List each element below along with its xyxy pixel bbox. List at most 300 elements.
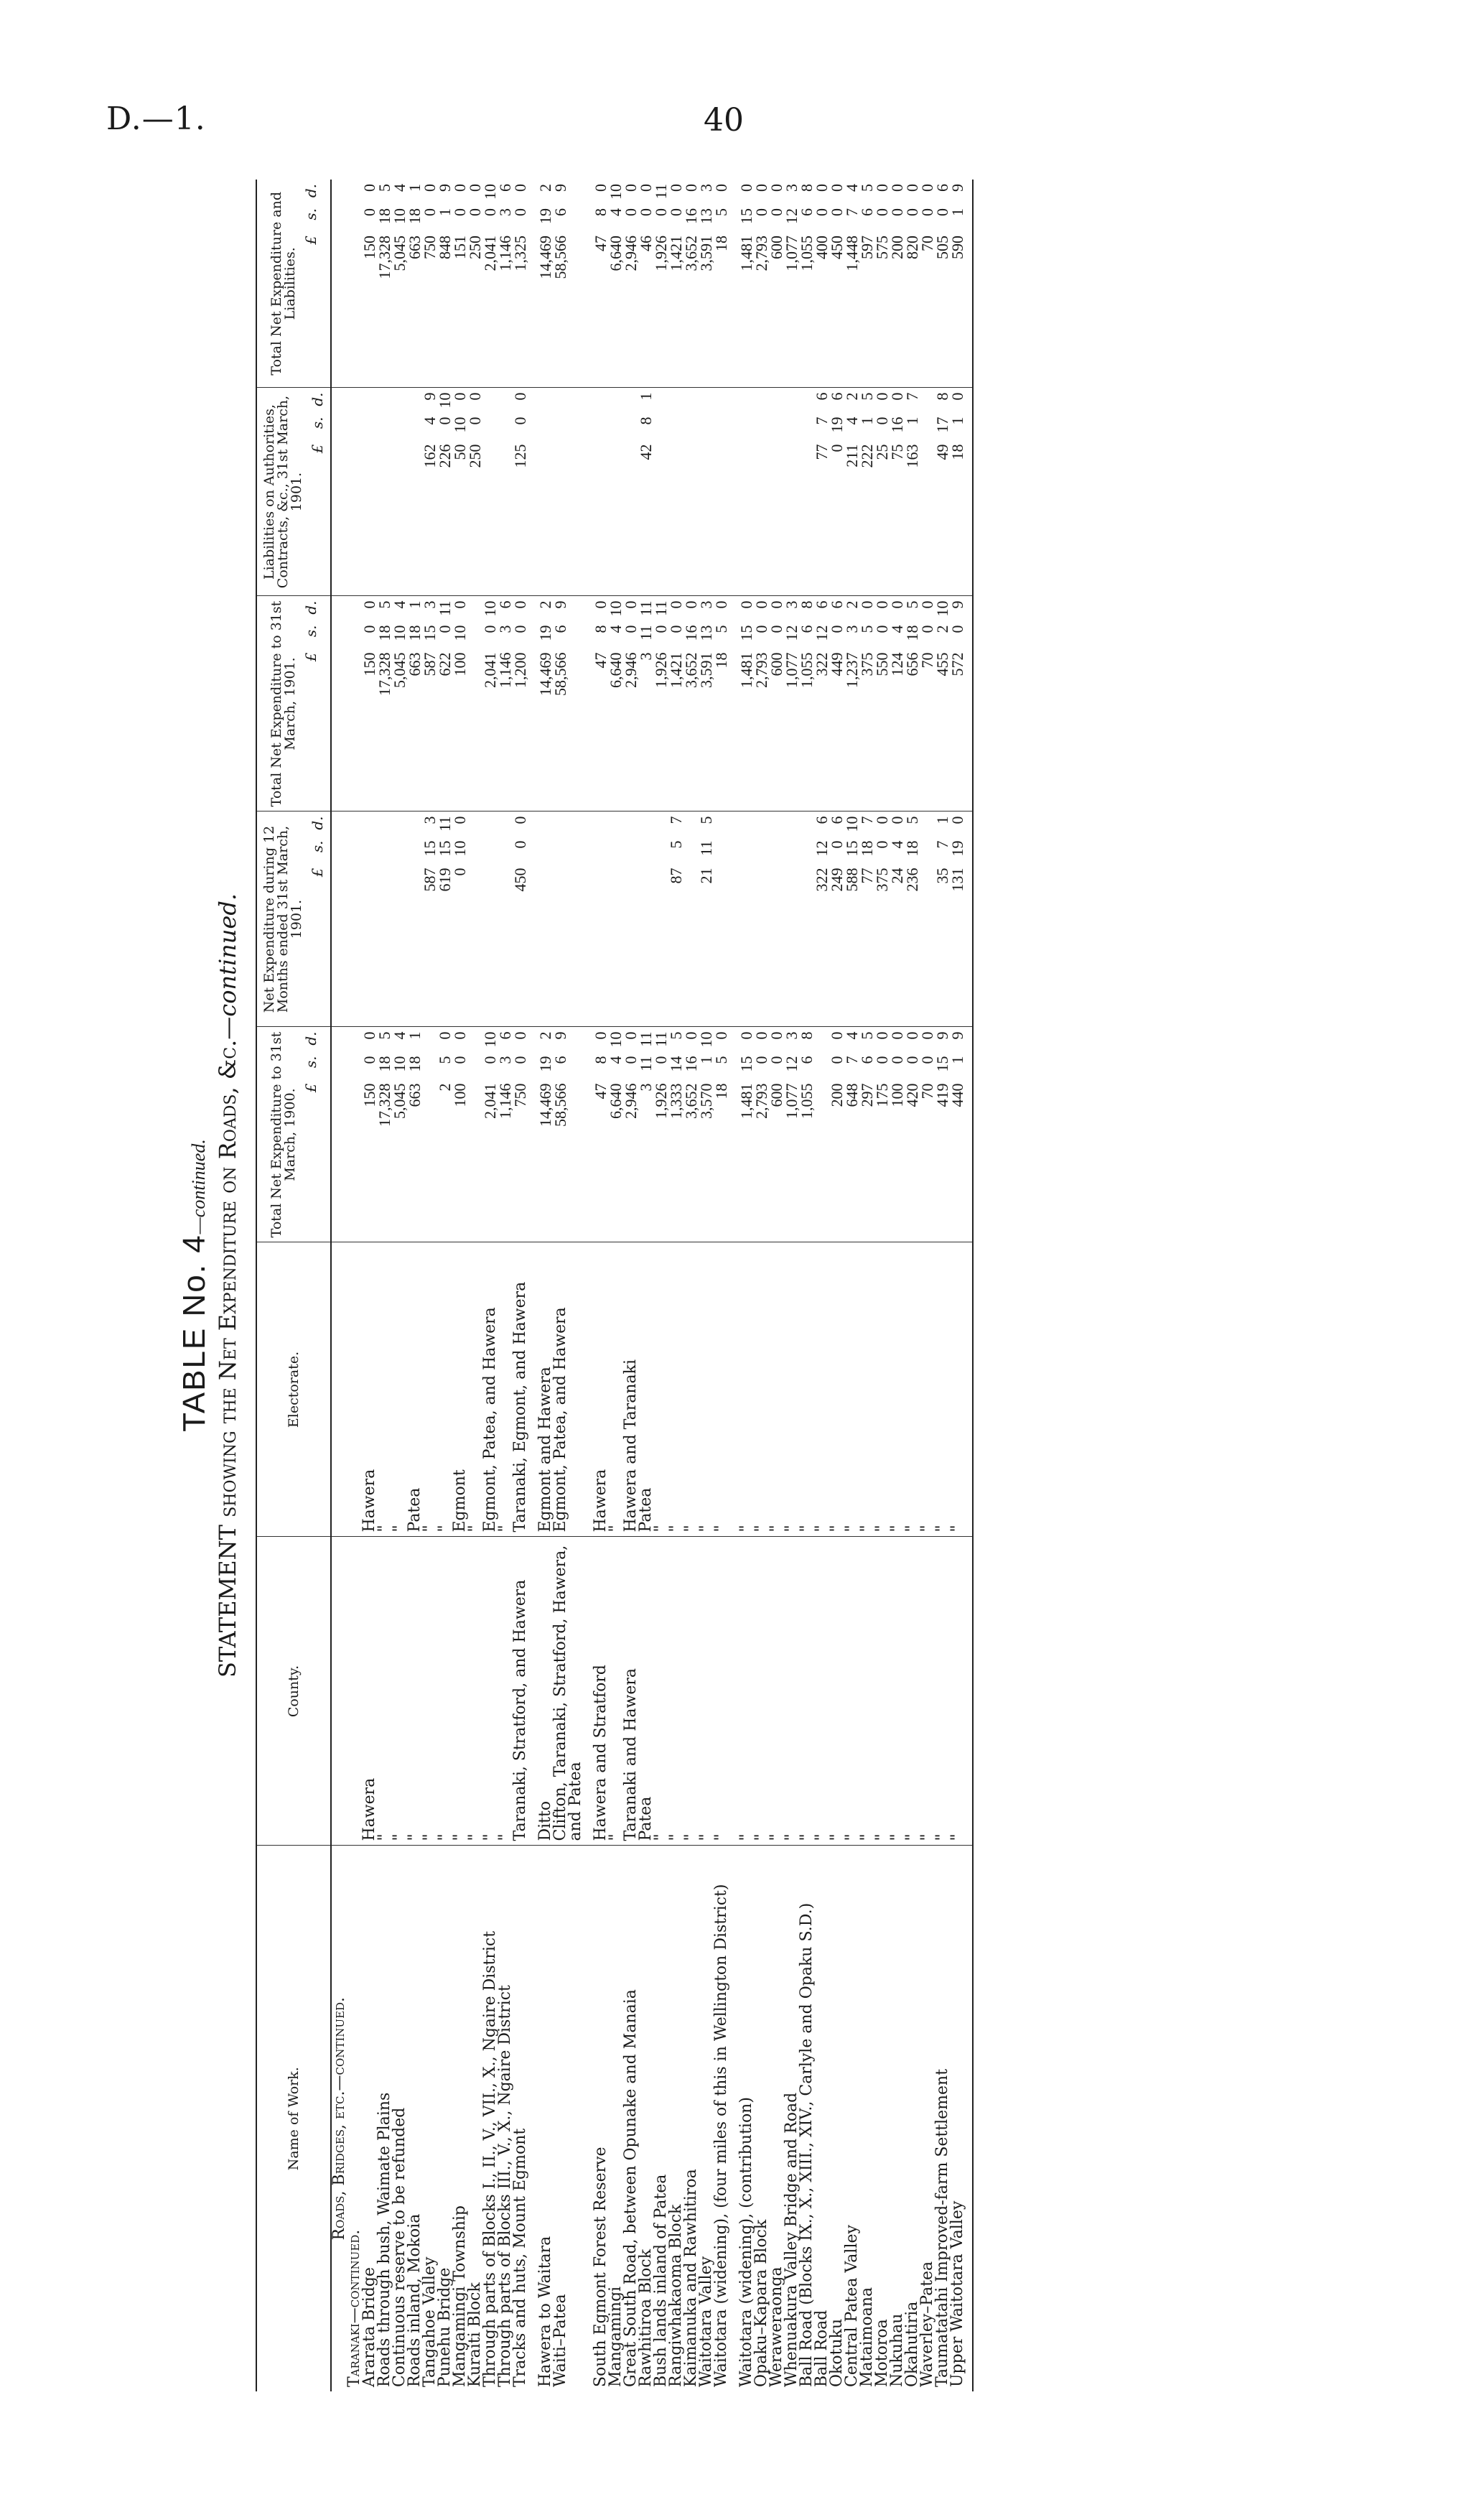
county-cell: " (799, 1537, 814, 1846)
pounds-value: 18 (712, 1083, 730, 1099)
shillings-value: 11 (637, 1056, 655, 1071)
pounds-value: 151 (451, 236, 469, 259)
pounds-value: 3,652 (682, 652, 700, 688)
pence-value: 0 (873, 816, 891, 824)
table-row (608, 180, 623, 2391)
pounds-value: 600 (767, 236, 785, 259)
work-name: Ararata Bridge (360, 2266, 378, 2387)
pounds-value: 656 (903, 652, 921, 676)
pence-value: 9 (551, 1031, 569, 1040)
shillings-value: 0 (667, 208, 685, 216)
pounds-value: 600 (767, 1083, 785, 1107)
shillings-value: 8 (637, 417, 655, 425)
table-row (668, 180, 683, 2391)
electorate-cell: " (905, 1242, 920, 1537)
amount-cell (538, 388, 553, 596)
pounds-value: 2,793 (752, 1083, 770, 1119)
amount-cell (593, 596, 608, 811)
county-cell: " (683, 1537, 699, 1846)
amount-cell (467, 388, 482, 596)
table-row (699, 180, 714, 2391)
amount-cell (874, 811, 890, 1027)
amount-cell (935, 180, 950, 388)
pounds-value: 131 (948, 868, 966, 892)
shillings-value: 0 (828, 840, 846, 849)
pence-value: 0 (858, 600, 876, 609)
pence-value: 0 (451, 184, 469, 192)
pounds-value: 49 (933, 444, 951, 460)
pounds-value: 47 (592, 236, 610, 251)
pounds-value: 590 (948, 236, 966, 259)
shillings-value: 5 (436, 1056, 454, 1064)
amount-cell (422, 388, 437, 596)
amount-cell (452, 388, 467, 596)
amount-cell (859, 180, 874, 388)
electorate-cell: " (422, 1242, 437, 1537)
amount-cell (799, 180, 814, 388)
amount-cell (513, 388, 528, 596)
work-name: Okahutiria (903, 2301, 921, 2387)
amount-cell (362, 811, 377, 1027)
pounds-value: 5,045 (391, 652, 409, 688)
shillings-value: 16 (682, 208, 700, 224)
pounds-value: 1,077 (783, 1083, 801, 1119)
amount-cell (638, 811, 653, 1027)
shillings-value: 10 (391, 1056, 409, 1072)
table-number-suffix: —continued. (188, 1139, 209, 1234)
work-name: Roads through bush, Waimate Plains (375, 2092, 393, 2387)
amount-cell (739, 596, 754, 811)
electorate-cell: Hawera (362, 1242, 377, 1537)
expenditure-table (256, 180, 974, 2391)
shillings-value: 0 (667, 625, 685, 633)
pounds-value: 455 (933, 652, 951, 676)
pence-value: 5 (375, 1031, 393, 1040)
electorate-cell: " (668, 1242, 683, 1537)
pence-value: 0 (622, 184, 640, 192)
pounds-value: 1,926 (652, 1083, 670, 1119)
shillings-value: 3 (496, 625, 514, 633)
amount-cell (553, 180, 583, 388)
shillings-value: 16 (682, 625, 700, 641)
pence-value: 0 (873, 184, 891, 192)
shillings-value: 1 (858, 417, 876, 425)
shillings-value: 6 (551, 208, 569, 216)
amount-cell (407, 180, 422, 388)
work-name: Whenuakura Valley Bridge and Road (783, 2092, 801, 2387)
amount-cell (608, 1027, 623, 1242)
pounds-value: 3,652 (682, 1083, 700, 1119)
shillings-value: 10 (391, 625, 409, 641)
county-cell: " (769, 1537, 784, 1846)
shillings-value: 0 (637, 208, 655, 216)
pence-value: 2 (536, 184, 554, 192)
work-name: Upper Waitotara Valley (950, 1846, 973, 2391)
pounds-value: 750 (511, 1083, 529, 1107)
shillings-value: 8 (592, 625, 610, 633)
table-header-row (256, 180, 331, 2391)
shillings-value: 10 (451, 625, 469, 641)
pounds-value: 1,055 (798, 1083, 816, 1119)
pounds-value: 1,481 (737, 652, 755, 688)
table-row (683, 180, 699, 2391)
shillings-value: 12 (783, 208, 801, 224)
pence-value: 5 (375, 600, 393, 609)
pence-value: 4 (391, 600, 409, 609)
amount-cell (714, 180, 729, 388)
shillings-value: 18 (903, 840, 921, 857)
amount-cell (814, 811, 829, 1027)
amount-cell (498, 388, 513, 596)
col-header-exp1901: Total Net Expenditure to 31st March, 1901. £ s. d. (256, 596, 331, 811)
pounds-value: 1,325 (511, 236, 529, 271)
pence-value: 0 (888, 816, 906, 824)
amount-cell (422, 180, 437, 388)
electorate-cell: " (920, 1242, 935, 1537)
amount-cell (784, 1027, 799, 1242)
shillings-value: 16 (888, 417, 906, 433)
amount-cell (844, 1027, 859, 1242)
pence-value: 0 (752, 184, 770, 192)
spacer-cell (583, 811, 593, 1027)
pence-value: 6 (496, 600, 514, 609)
pounds-value: 236 (903, 868, 921, 892)
amount-cell (623, 1027, 638, 1242)
electorate-cell: Patea (407, 1242, 422, 1537)
amount-cell (769, 596, 784, 811)
amount-cell (422, 811, 437, 1027)
shillings-value: 0 (481, 625, 499, 633)
pounds-value: 2,946 (622, 1083, 640, 1119)
county-cell: " (498, 1537, 513, 1846)
shillings-value: 15 (436, 840, 454, 857)
shillings-value: 1 (697, 1056, 715, 1064)
shillings-value: 6 (798, 625, 816, 633)
shillings-value: 6 (798, 1056, 816, 1064)
amount-cell (498, 1027, 513, 1242)
pounds-value: 18 (712, 652, 730, 669)
pounds-value: 1,077 (783, 236, 801, 271)
pounds-value: 420 (903, 1083, 921, 1107)
pence-value: 3 (783, 600, 801, 609)
table-row (653, 180, 668, 2391)
pounds-value: 150 (360, 652, 378, 676)
electorate-cell: " (739, 1242, 754, 1537)
shillings-value: 5 (712, 625, 730, 633)
pence-value: 1 (406, 1031, 424, 1040)
pence-value: 10 (843, 816, 861, 832)
shillings-value: 1 (948, 417, 966, 425)
pounds-value: 0 (451, 868, 469, 876)
pence-value: 0 (511, 600, 529, 609)
section-row (331, 180, 347, 2391)
pence-value: 11 (652, 600, 670, 616)
spacer-row (528, 180, 538, 2391)
electorate-cell: " (950, 1242, 973, 1537)
amount-cell (668, 1027, 683, 1242)
pounds-value: 619 (436, 868, 454, 892)
amount-cell (407, 388, 422, 596)
shillings-value: 10 (451, 417, 469, 433)
pence-value: 6 (496, 184, 514, 192)
county-cell: " (874, 1537, 890, 1846)
pence-value: 0 (451, 816, 469, 824)
pounds-value: 820 (903, 236, 921, 259)
shillings-value: 0 (767, 208, 785, 216)
amount-cell (467, 1027, 482, 1242)
table-row (920, 180, 935, 2391)
pounds-value: 1,481 (737, 236, 755, 271)
shillings-value: 0 (652, 1056, 670, 1064)
pounds-value: 3 (637, 652, 655, 661)
table-row (452, 180, 467, 2391)
shillings-value: 15 (843, 840, 861, 857)
work-name: Nukuhau (888, 2313, 906, 2387)
statement-label: STATEMENT showing the Net Expenditure on Roads, &c. (214, 1039, 241, 1678)
table-row (407, 180, 422, 2391)
pounds-value: 222 (858, 444, 876, 468)
pence-value: 11 (637, 1031, 655, 1047)
amount-cell (452, 180, 467, 388)
amount-cell (844, 811, 859, 1027)
amount-cell (668, 596, 683, 811)
shillings-value: 3 (843, 625, 861, 633)
county-cell: " (739, 1537, 754, 1846)
pence-value: 10 (933, 600, 951, 617)
electorate-cell: " (784, 1242, 799, 1537)
electorate-cell: " (653, 1242, 668, 1537)
amount-cell (377, 811, 392, 1027)
table-row (498, 180, 513, 2391)
amount-cell (754, 388, 769, 596)
shillings-value: 0 (918, 625, 936, 633)
work-name: Waitotara (widening), (four miles of this in Wellington District) (712, 1884, 730, 2387)
amount-cell (482, 180, 498, 388)
pounds-value: 46 (637, 236, 655, 251)
pence-value: 5 (667, 1031, 685, 1040)
shillings-value: 5 (858, 625, 876, 633)
electorate-cell: " (844, 1242, 859, 1537)
county-cell: " (714, 1537, 729, 1846)
table-row (392, 180, 407, 2391)
county-cell: " (422, 1537, 437, 1846)
shillings-value: 1 (436, 208, 454, 216)
pence-value: 0 (888, 1031, 906, 1040)
amount-cell (739, 180, 754, 388)
shillings-value: 0 (511, 625, 529, 633)
pence-value: 7 (903, 392, 921, 401)
pounds-value: 100 (451, 1083, 469, 1107)
pounds-value: 3,591 (697, 236, 715, 271)
table-row (593, 180, 608, 2391)
pence-value: 0 (466, 392, 484, 401)
shillings-value: 7 (843, 1056, 861, 1064)
shillings-value: 8 (592, 208, 610, 216)
amount-cell (437, 596, 452, 811)
shillings-value: 4 (888, 840, 906, 849)
pounds-value: 1,146 (496, 1083, 514, 1119)
electorate-cell: " (935, 1242, 950, 1537)
pence-value: 11 (652, 184, 670, 200)
pence-value: 9 (551, 184, 569, 192)
amount-cell (638, 388, 653, 596)
pence-value: 0 (682, 184, 700, 192)
amount-cell (920, 811, 935, 1027)
unit-header: £ s. d. (309, 392, 326, 454)
amount-cell (714, 596, 729, 811)
pounds-value: 163 (903, 444, 921, 468)
table-row (784, 180, 799, 2391)
table-row (739, 180, 754, 2391)
pence-value: 9 (551, 600, 569, 609)
pounds-value: 648 (843, 1083, 861, 1107)
amount-cell (890, 388, 905, 596)
table-row (467, 180, 482, 2391)
table-row (638, 180, 653, 2391)
pounds-value: 419 (933, 1083, 951, 1107)
amount-cell (608, 811, 623, 1027)
pounds-value: 3 (637, 1083, 655, 1092)
subsection-row (347, 180, 362, 2391)
shillings-value: 6 (551, 625, 569, 633)
work-name: Roads inland, Mokoia (406, 2213, 424, 2387)
amount-cell (392, 388, 407, 596)
unit-header: £ s. d. (302, 600, 319, 662)
electorate-cell: " (829, 1242, 844, 1537)
amount-cell (452, 811, 467, 1027)
amount-cell (498, 596, 513, 811)
table-row (623, 180, 638, 2391)
shillings-value: 5 (712, 1056, 730, 1064)
pounds-value: 70 (918, 236, 936, 251)
work-name: Kaimanuka and Rawhitiroa (682, 2169, 700, 2387)
pounds-value: 375 (858, 652, 876, 676)
pounds-value: 450 (828, 236, 846, 259)
pence-value: 6 (813, 392, 831, 401)
electorate-cell: " (769, 1242, 784, 1537)
amount-cell (890, 180, 905, 388)
amount-cell (623, 811, 638, 1027)
electorate-cell: Egmont, Patea, and Hawera (482, 1242, 498, 1537)
amount-cell (638, 1027, 653, 1242)
pence-value: 0 (918, 184, 936, 192)
amount-cell (653, 1027, 668, 1242)
shillings-value: 0 (481, 208, 499, 216)
page-reference: D.—1. (106, 101, 206, 137)
pence-value: 0 (828, 184, 846, 192)
pounds-value: 47 (592, 652, 610, 669)
shillings-value: 19 (536, 1056, 554, 1072)
col-header-exp1900: Total Net Expenditure to 31st March, 1900. £ s. d. (256, 1027, 331, 1242)
amount-cell (874, 180, 890, 388)
pence-value: 11 (436, 816, 454, 832)
table-row (362, 180, 377, 2391)
shillings-value: 18 (375, 625, 393, 641)
shillings-value: 0 (652, 208, 670, 216)
pence-value: 11 (652, 1031, 670, 1047)
pounds-value: 100 (451, 652, 469, 676)
amount-cell (437, 1027, 452, 1242)
spacer-cell (528, 1537, 538, 1846)
pounds-value: 1,077 (783, 652, 801, 688)
shillings-value: 16 (682, 1056, 700, 1072)
pounds-value: 2,793 (752, 236, 770, 271)
shillings-value: 18 (406, 625, 424, 641)
amount-cell (553, 388, 583, 596)
amount-cell (699, 1027, 714, 1242)
pence-value: 0 (903, 1031, 921, 1040)
work-name: Taumatatahi Improved-farm Settlement (933, 2068, 951, 2387)
county-cell: " (699, 1537, 714, 1846)
amount-cell (653, 180, 668, 388)
shillings-value: 19 (828, 417, 846, 433)
pence-value: 0 (436, 1031, 454, 1040)
pounds-value: 663 (406, 652, 424, 676)
table-row (874, 180, 890, 2391)
spacer-cell (528, 388, 538, 596)
amount-cell (653, 388, 668, 596)
pounds-value: 322 (813, 868, 831, 892)
amount-cell (950, 1027, 973, 1242)
electorate-cell: " (467, 1242, 482, 1537)
shillings-value: 0 (888, 208, 906, 216)
shillings-value: 12 (783, 1056, 801, 1072)
pounds-value: 47 (592, 1083, 610, 1099)
shillings-value: 4 (421, 417, 439, 425)
pounds-value: 150 (360, 236, 378, 259)
spacer-cell (729, 1537, 739, 1846)
amount-cell (482, 811, 498, 1027)
pence-value: 0 (667, 600, 685, 609)
pence-value: 0 (466, 184, 484, 192)
pence-value: 1 (933, 816, 951, 824)
amount-cell (593, 1027, 608, 1242)
amount-cell (683, 180, 699, 388)
amount-cell (905, 388, 920, 596)
table-row (799, 180, 814, 2391)
pence-value: 0 (511, 184, 529, 192)
pence-value: 5 (375, 184, 393, 192)
pounds-value: 2,793 (752, 652, 770, 688)
col-header-name: Name of Work. (256, 1846, 331, 2391)
pounds-value: 575 (873, 236, 891, 259)
pence-value: 0 (737, 1031, 755, 1040)
county-cell: " (608, 1537, 623, 1846)
pence-value: 9 (948, 184, 966, 192)
shillings-value: 0 (752, 208, 770, 216)
amount-cell (769, 388, 784, 596)
amount-cell (623, 180, 638, 388)
pence-value: 6 (496, 1031, 514, 1040)
pence-value: 6 (933, 184, 951, 192)
pounds-value: 58,566 (551, 236, 569, 279)
amount-cell (362, 596, 377, 811)
pounds-value: 1,333 (667, 1083, 685, 1119)
pounds-value: 2,041 (481, 1083, 499, 1119)
pounds-value: 124 (888, 652, 906, 676)
col-header-electorate: Electorate. (256, 1242, 331, 1537)
pounds-value: 18 (948, 444, 966, 460)
amount-cell (482, 596, 498, 811)
amount-cell (890, 811, 905, 1027)
spacer-row (583, 180, 593, 2391)
pence-value: 0 (360, 600, 378, 609)
pounds-value: 2 (436, 1083, 454, 1092)
pounds-value: 1,237 (843, 652, 861, 688)
pounds-value: 58,566 (551, 652, 569, 696)
amount-cell (905, 596, 920, 811)
work-name: Waverley–Patea (918, 2261, 936, 2387)
